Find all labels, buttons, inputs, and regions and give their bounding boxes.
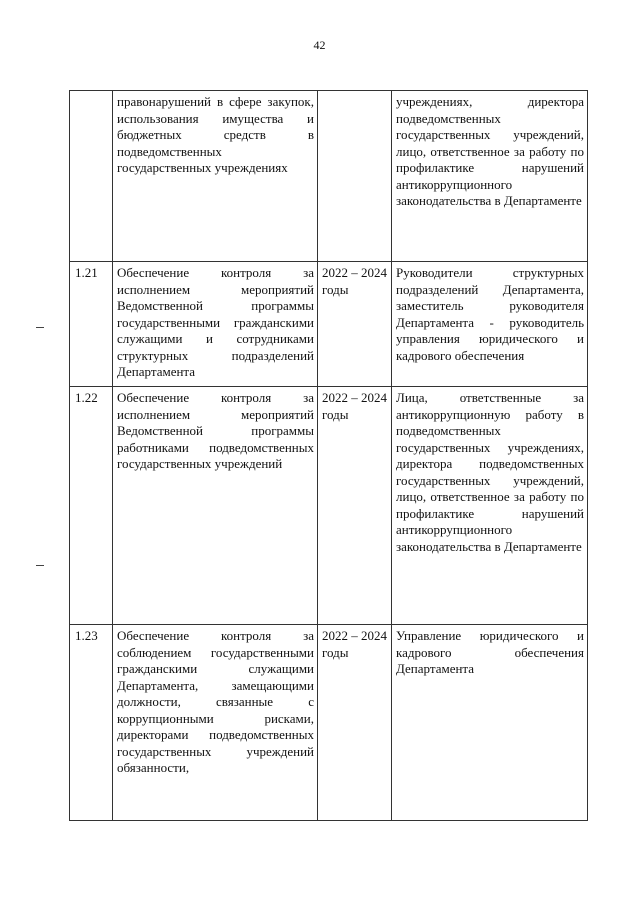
period-text: 2022 – 2024 годы	[322, 265, 387, 297]
period-cell	[318, 91, 392, 262]
table-row	[70, 625, 588, 821]
measures-table	[69, 90, 588, 821]
responsible-cell	[392, 625, 588, 821]
row-number-cell	[70, 387, 113, 625]
responsible-text: Управление юридического и кадрового обеспечения Департамента	[396, 628, 584, 676]
row-number: 1.21	[75, 265, 98, 280]
page-number: 42	[313, 38, 326, 52]
measure-cell	[113, 625, 318, 821]
table-row	[70, 262, 588, 387]
period-cell	[318, 387, 392, 625]
margin-mark-bottom	[36, 565, 44, 566]
margin-mark-top	[36, 327, 44, 328]
measure-text: Обеспечение контроля за соблюдением государственными гражданскими служащими Департамента, замещающими должности, связанные с коррупционными рисками, директорами подведомственных государственных учреждений обязанности,	[117, 628, 314, 775]
period-cell	[318, 625, 392, 821]
measure-text: правонарушений в сфере закупок, использования имущества и бюджетных средств в подведомственных государственных учреждениях	[117, 94, 314, 175]
responsible-cell	[392, 262, 588, 387]
responsible-text: Лица, ответственные за антикоррупционную работу в подведомственных государственных учреждениях, директора подведомственных государственных учреждений, лицо, ответственное за работу по профилактике нарушений антикоррупционного законодательства в Департаменте	[396, 390, 584, 554]
responsible-text: учреждениях, директора подведомственных государственных учреждений, лицо, ответственное за работу по профилактике нарушений антикоррупционного законодательства в Департаменте	[396, 94, 584, 208]
responsible-cell	[392, 387, 588, 625]
row-number: 1.22	[75, 390, 98, 405]
responsible-text: Руководители структурных подразделений Департамента, заместитель руководителя Департамента - руководитель управления юридического и кадрового обеспечения	[396, 265, 584, 363]
responsible-cell	[392, 91, 588, 262]
row-number-cell	[70, 262, 113, 387]
measure-text: Обеспечение контроля за исполнением мероприятий Ведомственной программы работниками подведомственных государственных учреждений	[117, 390, 314, 471]
row-number-cell	[70, 625, 113, 821]
period-cell	[318, 262, 392, 387]
row-number: 1.23	[75, 628, 98, 643]
row-number-cell	[70, 91, 113, 262]
measure-text: Обеспечение контроля за исполнением мероприятий Ведомственной программы государственными гражданскими служащими и сотрудниками структурных подразделений Департамента	[117, 265, 314, 379]
table-row	[70, 91, 588, 262]
period-text: 2022 – 2024 годы	[322, 390, 387, 422]
period-text: 2022 – 2024 годы	[322, 628, 387, 660]
measure-cell	[113, 262, 318, 387]
measure-cell	[113, 91, 318, 262]
table-row	[70, 387, 588, 625]
measure-cell	[113, 387, 318, 625]
